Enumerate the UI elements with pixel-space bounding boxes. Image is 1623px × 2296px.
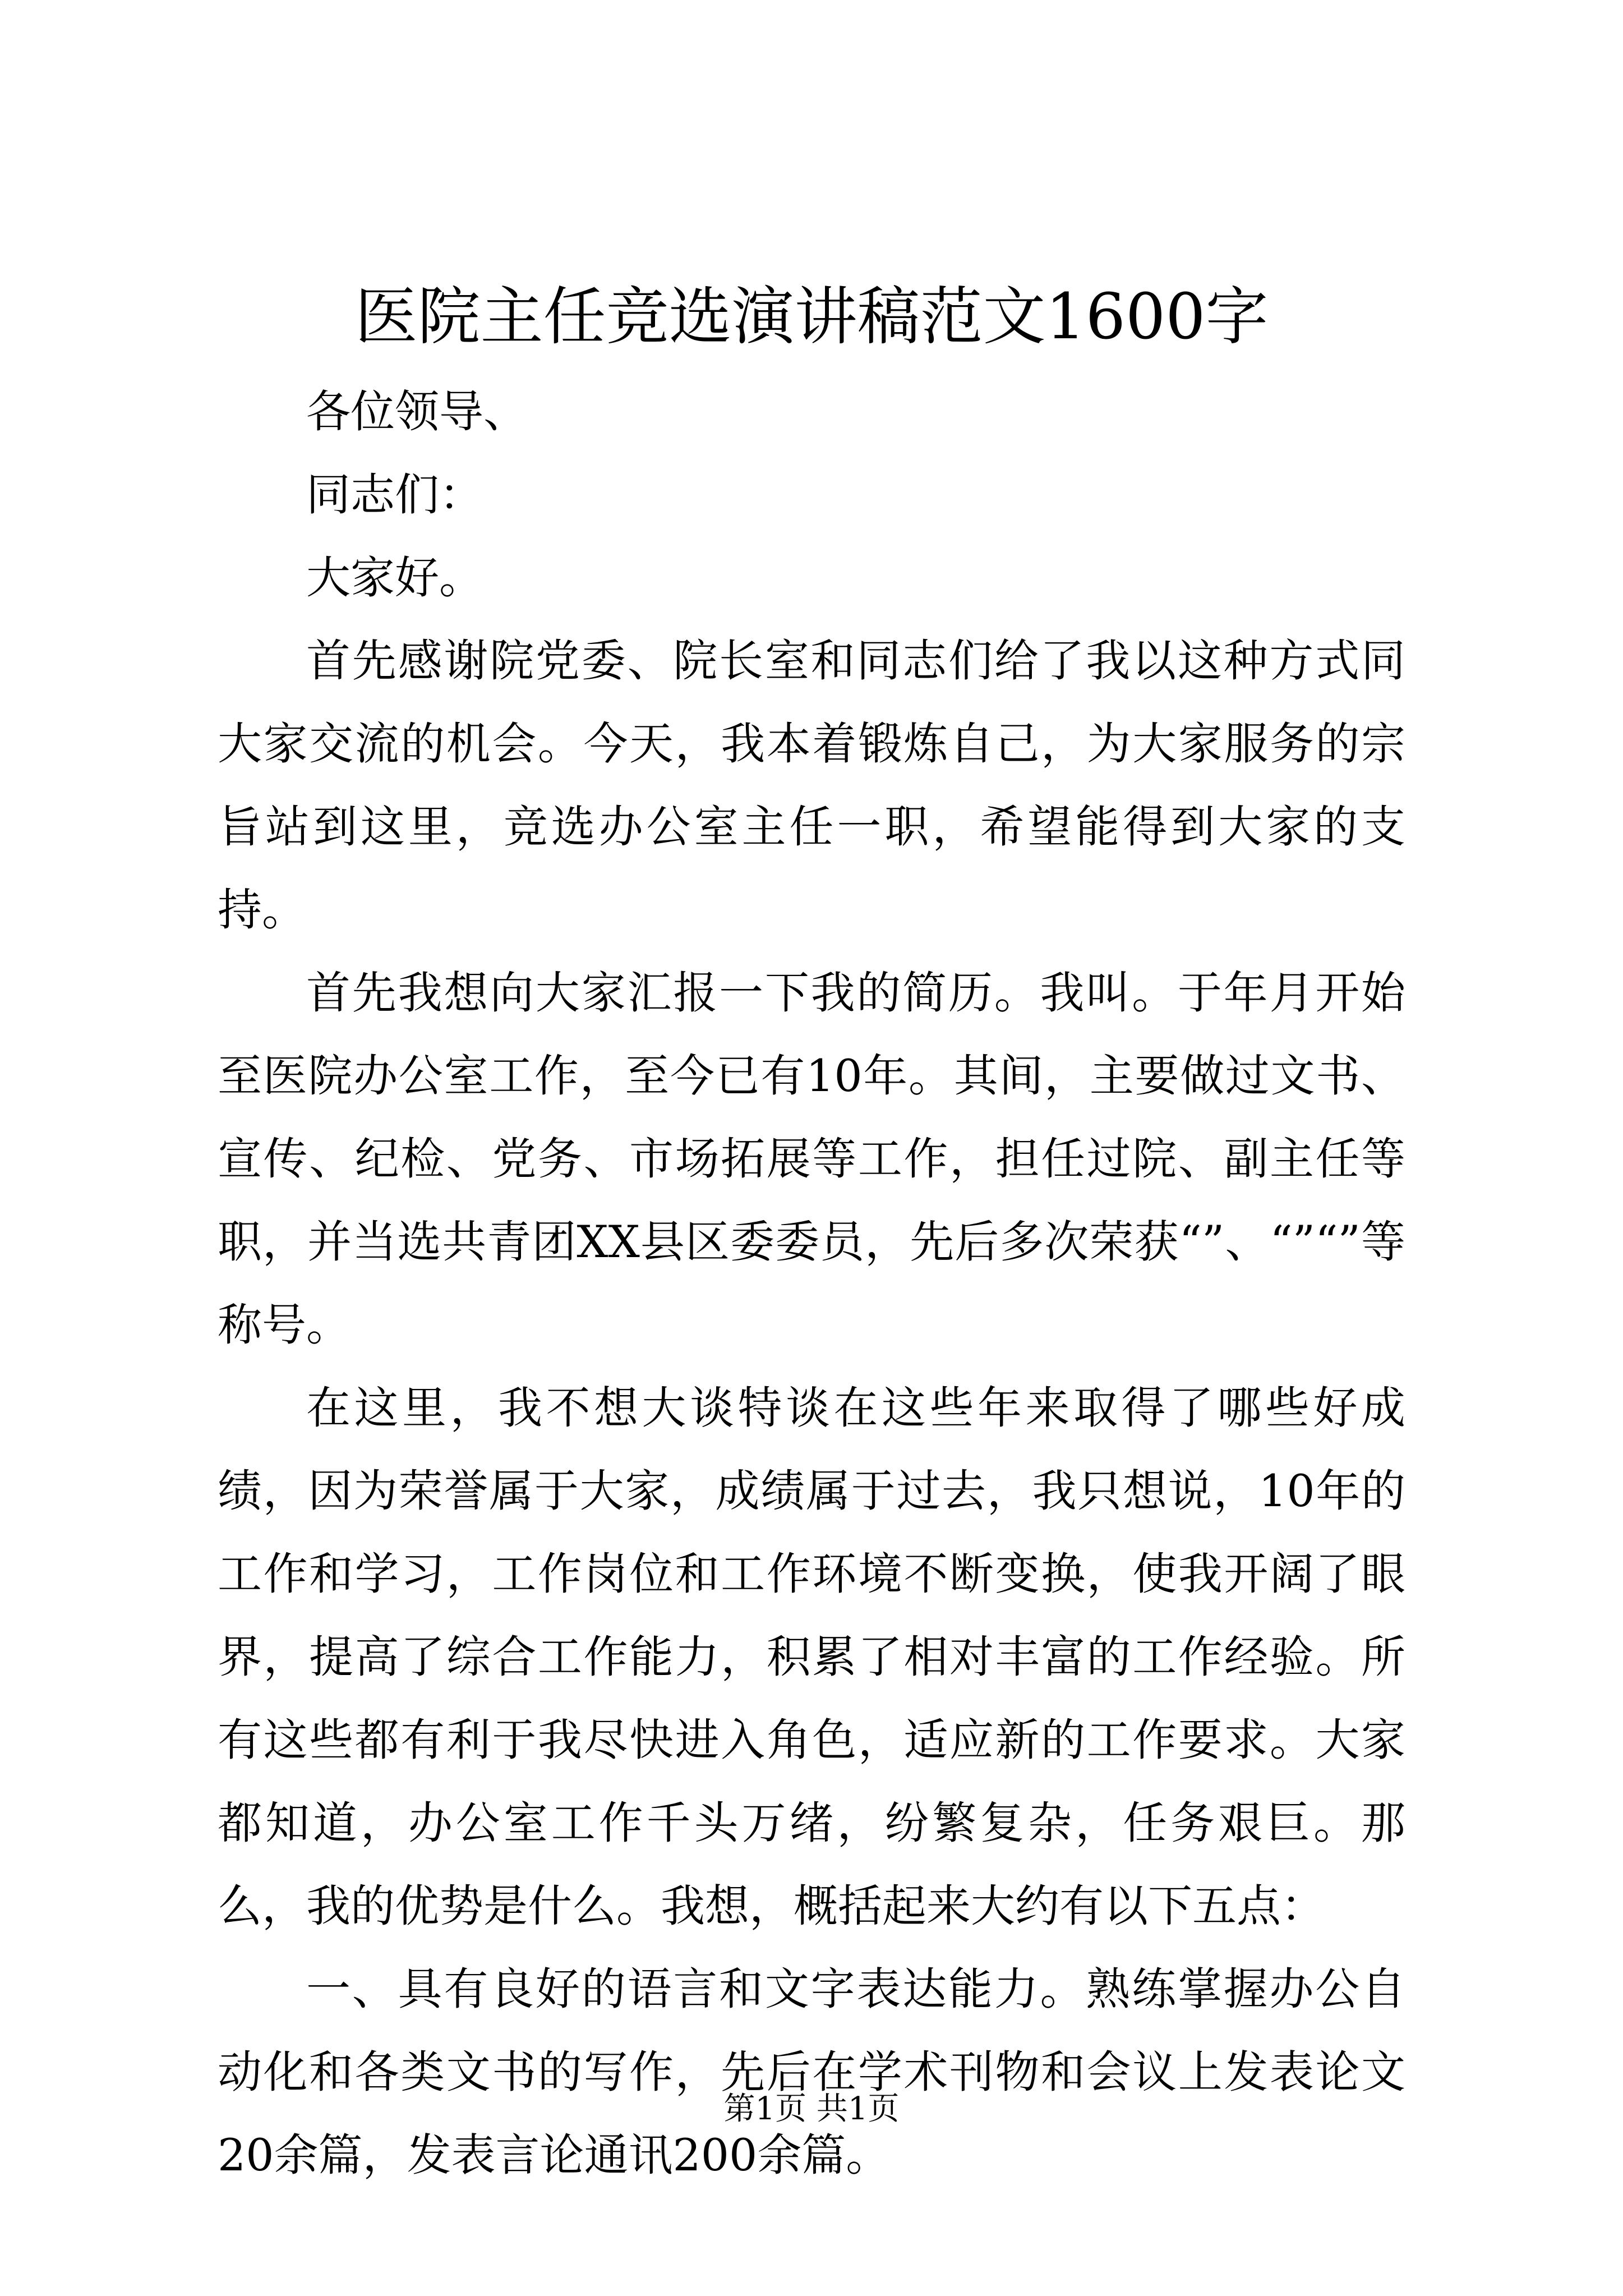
document-title: 医院主任竞选演讲稿范文1600字 bbox=[354, 280, 1269, 353]
salutation-leaders: 各位领导、 bbox=[306, 386, 528, 438]
paragraph-point-one: 一、具有良好的语言和文字表达能力。熟练掌握办公自动化和各类文书的写作，先后在学术刊物和会议上发表论文20余篇，发表言论通讯200余篇。 bbox=[218, 1963, 1405, 2181]
paragraph-resume: 首先我想向大家汇报一下我的简历。我叫。于年月开始至医院办公室工作，至今已有10年。其间，主要做过文书、宣传、纪检、党务、市场拓展等工作，担任过院、副主任等职，并当选共青团XX县区委委员，先后多次荣获“”、“”“”等称号。 bbox=[218, 967, 1405, 1351]
document-body bbox=[218, 370, 1405, 2197]
salutation-comrades: 同志们： bbox=[306, 469, 483, 521]
page-number: 第1页 共1页 bbox=[723, 2091, 900, 2127]
paragraph-thanks: 首先感谢院党委、院长室和同志们给了我以这种方式同大家交流的机会。今天，我本着锻炼自己，为大家服务的宗旨站到这里，竞选办公室主任一职，希望能得到大家的支持。 bbox=[218, 635, 1405, 936]
greeting: 大家好。 bbox=[306, 552, 483, 604]
paragraph-experience: 在这里，我不想大谈特谈在这些年来取得了哪些好成绩，因为荣誉属于大家，成绩属于过去，我只想说，10年的工作和学习，工作岗位和工作环境不断变换，使我开阔了眼界，提高了综合工作能力，积累了相对丰富的工作经验。所有这些都有利于我尽快进入角色，适应新的工作要求。大家都知道，办公室工作千头万绪，纷繁复杂，任务艰巨。那么，我的优势是什么。我想，概括起来大约有以下五点： bbox=[218, 1382, 1405, 1932]
